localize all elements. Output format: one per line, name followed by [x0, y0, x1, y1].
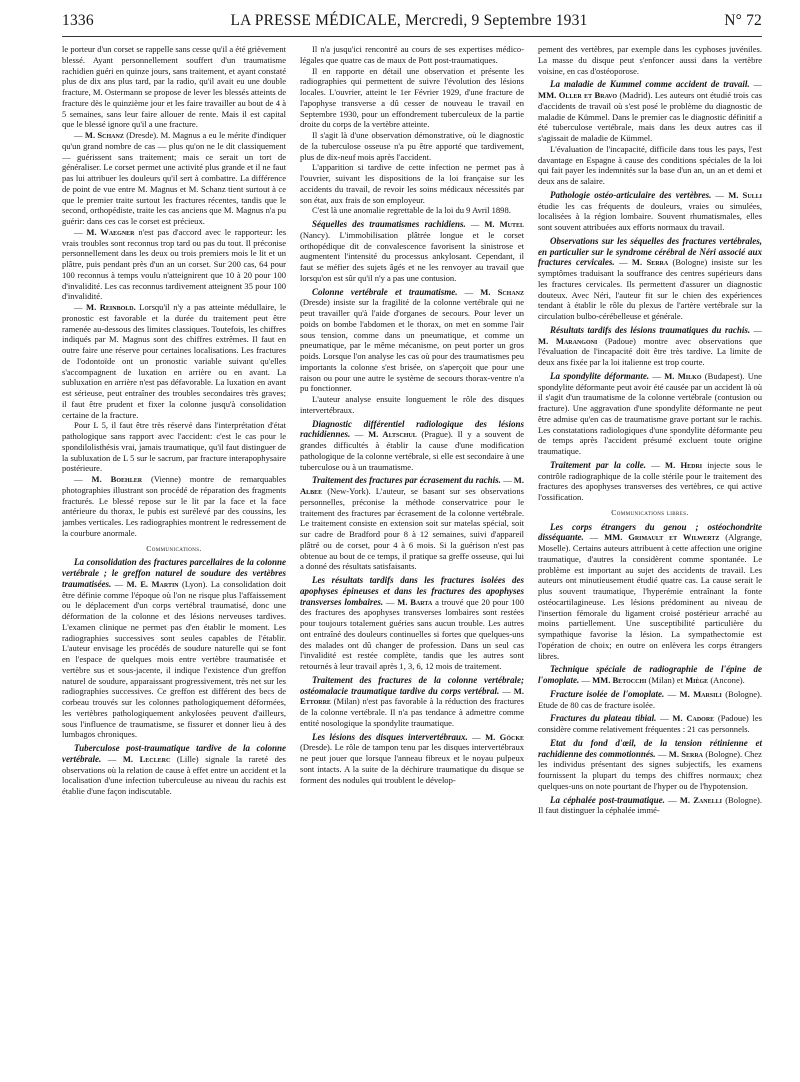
author: M. Ettorre — [300, 685, 524, 707]
author: M. Leclerc — [122, 753, 171, 764]
communication-entry: Colonne vertébrale et traumatisme. — M. Schanz (Dresde) insiste sur la fragilité de la colonne vertébrale qui ne peut travailler qu'à l'aide d'organes de secours. Pour lever un poids on bombe l'abdomen et le thorax, on met en somme l'air sous tension, comme dans un pneumatique, et comme un pneumatique, par le même mécanisme, on peut porter un gros poids. Lorsque l'on analyse les cas où pour des traumatismes peu importants la colonne s'est brisée, on s'aperçoit que pour une raison ou pour une autre le système de secours thorax-ventre n'a pu fonctionner. — [300, 286, 524, 394]
paragraph: L'évaluation de l'incapacité, difficile dans tous les pays, l'est davantage en Espagne à cause des conditions spéciales de la loi qui fait payer les indemnités sur la base d'un an, un an et demi et deux ans de salaire. — [538, 143, 762, 186]
paragraph: Il s'agit là d'une observation démonstrative, où le diagnostic de la tuberculose osseuse n'a pu être apporté que tardivement, plus de dix-neuf mois après l'accident. — [300, 130, 524, 162]
page-number: 1336 — [62, 12, 94, 29]
communication-text: (Lille) signale la rareté des observations où la relation de cause à effet entre un accident et la localisation d'une infection tuberculeuse au niveau du rachis est établie d'une façon indiscutable. — [62, 753, 286, 796]
communication-text: (Budapest). Une spondylite déformante peut avoir été causée par un accident là où il s'agit d'un traumatisme de la colonne vertébrale (contusion ou fracture). Une aggravation d'une spondylite déformante ne peut être admise qu'en cas de traumatisme grave portant sur le rachis. Les constatations radiologiques d'une spondylite déformante peu de temps après l'accident présumé excluent toute origine traumatique. — [538, 370, 762, 456]
communication-text: étudie les cas fréquents de douleurs, vraies ou simulées, localisées à la région lombaire. Souvent rhumatismales, elles sont souvent attribuées aux efforts normaux du travail. — [538, 200, 762, 232]
paragraph-text: n'est pas d'accord avec le rapporteur: les vrais troubles sont reconnus trop tard ou pas du tout. Il préconise personnellement dans les deux ou trois premiers mois le lit et un plâtre, puis pendant près d'un an un corset. Sur 200 cas, 64 pour 100 reconnus à temps voulu n'atteignirent que 10 à 20 pour 100 d'invalidité. Les cas reconnus tardivement atteignent 35 pour 100 d'invalidité. — [62, 226, 286, 302]
speaker: M. Waegner — [86, 226, 135, 237]
communication-title: La spondylite déformante. — [550, 370, 650, 381]
communication-title: Observations sur les séquelles des fractures vertébrales, en particulier sur le syndrome cérébral de Néri associé aux fractures cervicales. — [538, 235, 762, 268]
communication-title: Traitement des fractures de la colonne vertébrale; ostéomalacie traumatique tardive du corps vertébral. — [300, 674, 524, 696]
communication-text: (Dresde) insiste sur la fragilité de la colonne vertébrale qui ne peut travailler qu'à l'aide d'organes de secours. Pour lever un poids on bombe l'abdomen et le thorax, on met en somme l'air sous tension, comme dans un pneumatique, et comme un pneumatique, par le même mécanisme, on peut porter un gros poids. Lorsque l'on analyse les cas où pour des traumatismes peu importants la colonne s'est brisée, on s'aperçoit que pour une raison ou pour une autre le système de secours thorax-ventre n'a pu fonctionner. — [300, 297, 524, 394]
communication-entry: Traitement des fractures par écrasement du rachis. — M. Albee (New-York). L'auteur, se basant sur ses observations personnelles, préconise la méthode conservatrice pour le traitement des fractures par écrasement de la colonne vertébrale. Le traitement consiste en extension soit sur matelas spécial, soit sur cadre de Bradford pour 8 à 12 semaines, suivi d'appareil plâtré ou de corset, pour 4 à 6 mois. Si la guérison n'est pas obtenue au bout de ce temps, il pratique sa greffe osseuse, qui lui a donné des résultats satisfaisants. — [300, 475, 524, 572]
paragraph: — M. Reinbold. Lorsqu'il n'y a pas atteinte médullaire, le pronostic est favorable et la durée du traitement peut être ramenée au-dessous des limites classiques. Toutefois, les chiffres indiqués par M. Magnus sont des chiffres extrêmes. Il faut en outre faire une réserve pour certaines localisations. Les fractures de l'odontoïde ont un pronostic variable suivant qu'elles s'accompagnent de luxation en arrière ou en avant. La subluxation en arrière n'est pas défavorable. La luxation en avant est sérieuse, peut entraîner des troubles secondaires très graves; il faut être prudent et fixer la colonne jusqu'à consolidation certaine de la fracture. — [62, 302, 286, 420]
communication-entry: Fracture isolée de l'omoplate. — M. Marsili (Bologne). Etude de 80 cas de fracture isolée. — [538, 688, 762, 710]
page-header — [62, 8, 762, 34]
communication-entry: Séquelles des traumatismes rachidiens. — M. Mutel (Nancy). L'immobilisation plâtrée longue et le corset orthopédique dit de convalescence favorisent la sinistrose et augmentent l'intensité du processus ankylosant. Cependant, il faut se méfier des sujets âgés et ne les renvoyer au travail que lorsqu'on est sûr qu'il n'y a pas une contusion. — [300, 219, 524, 283]
speaker: M. Schanz — [84, 130, 124, 140]
author: M. Marsili — [679, 688, 722, 699]
communication-text: (Algrange, Moselle). Certains auteurs attribuent à cette affection une origine traumatique, d'autres la considèrent comme spontanée. Le problème est important au sujet des accidents de travail. Les auteurs ont minutieusement étudié quatre cas. La cause serait le plus souvent traumatique, l'hyperémie entraînant la fonte ostéocartilagineuse. Les lésions prédominent au niveau de l'insertion fémorale du ligament croisé postérieur arraché au moins partiellement. Une susceptibilité particulière du sympathique favorise la lésion. La sympathectomie est l'opération de choix; en outre on enlèvera les corps étrangers libres. — [538, 532, 762, 661]
author: M. Serra — [668, 748, 704, 759]
communication-title: Fracture isolée de l'omoplate. — [550, 688, 665, 699]
paragraph: Il en rapporte en détail une observation et présente les radiographies qui permettent de suivre l'évolution des lésions locales. L'ouvrier, atteint le 1er Février 1929, d'une fracture de l'apophyse transverse a dû cesser de nouveau le travail en Septembre 1930, pour un effondrement tuberculeux de la partie droite du corps de la vertèbre atteinte. — [300, 65, 524, 130]
communication-entry: Les lésions des disques intervertébraux. — M. Göcke (Dresde). Le rôle de tampon tenu par les disques intervertébraux ne peut jouer que lorsque l'anneau fibreux et le noyau pulpeux sont intacts. A la suite de la déchirure traumatique du disque se forment des nodules qui troublent le dévelop- — [300, 731, 524, 785]
communication-title: Etat du fond d'œil, de la tension rétinienne et rachidienne des commotionnés. — [538, 737, 762, 759]
communication-title: Les lésions des disques intervertébraux. — [312, 731, 468, 742]
author: Miège — [685, 675, 709, 685]
communication-text: (Bologne) insiste sur les symptômes traduisant la souffrance des centres supérieurs dans les fractures cervicales. Ils permettent d'assurer un diagnostic douteux. Avec Néri, l'auteur fit sur le chien des expériences tendant à établir le rôle du plexus de l'artère vertébrale sur la circulation bulbo-cérébelleuse et générale. — [538, 257, 762, 321]
communication-text: (Dresde). Le rôle de tampon tenu par les disques intervertébraux ne peut jouer que lorsque l'anneau fibreux et le noyau pulpeux sont intacts. A la suite de la déchirure traumatique du disque se forment des nodules qui troublent le dévelop- — [300, 742, 524, 785]
author: M. Sulli — [728, 189, 762, 200]
communication-text: (Padoue) les considère comme relativement fréquentes : 21 cas personnels. — [538, 713, 762, 734]
communication-text: (Prague). Il y a souvent de grandes difficultés à établir la cause d'une modification pathologique de la colonne vertébrale, si elle est secondaire à une tuberculose ou à un traumatisme. — [300, 429, 524, 472]
author: M. Göcke — [485, 731, 524, 742]
communication-text: (Nancy). L'immobilisation plâtrée longue et le corset orthopédique dit de convalescence favorisent la sinistrose et augmentent l'intensité du processus ankylosant. Cependant, il faut se méfier des sujets âgés et ne les renvoyer au travail que lorsqu'on est sûr qu'il n'y a pas une contusion. — [300, 229, 524, 283]
communication-title: Pathologie ostéo-articulaire des vertèbres. — [550, 189, 712, 200]
communication-title: Les résultats tardifs dans les fractures isolées des apophyses épineuses et dans les fractures des apophyses transverses lombaires. — [300, 575, 524, 607]
communication-text: (New-York). L'auteur, se basant sur ses observations personnelles, préconise la méthode conservatrice pour le traitement des fractures par écrasement de la colonne vertébrale. Le traitement consiste en extension soit sur matelas spécial, soit sur cadre de Bradford pour 8 à 12 semaines, suivi d'appareil plâtré ou de corset, pour 4 à 6 mois. Si la guérison n'est pas obtenue au bout de ce temps, il pratique sa greffe osseuse, qui lui a donné des résultats satisfaisants. — [300, 486, 524, 572]
paragraph-text: Lorsqu'il n'y a pas atteinte médullaire, le pronostic est favorable et la durée du traitement peut être ramenée au-dessous des limites classiques. Toutefois, les chiffres indiqués par M. Magnus sont des chiffres extrêmes. Il faut en outre faire une réserve pour certaines localisations. Les fractures de l'odontoïde ont un pronostic variable suivant qu'elles s'accompagnent de luxation en arrière ou en avant. La subluxation en arrière n'est pas défavorable. La luxation en avant est sérieuse, peut entraîner des troubles secondaires très graves; il faut être prudent et fixer la colonne jusqu'à consolidation certaine de la fracture. — [62, 302, 286, 420]
communication-text: (Bologne). Chez les individus présentant des signes subjectifs, les examens fournissent la plupart du temps des chiffres normaux; chez quelques-uns on note pourtant de l'hyper ou de l'hypotension. — [538, 748, 762, 791]
paragraph-text: (Vienne) montre de remarquables photographies illustrant son procédé de réparation des fragments fracturés. Le blessé repose sur le lit par la face et la face antérieure du thorax, le pubis est surélevé par des coussins, les jambes verticales. Les radiographies montrent le redressement de la courbure anormale. — [62, 474, 286, 538]
paragraph-text: (Dresde). M. Magnus a eu le mérite d'indiquer qu'un grand nombre de cas — plus qu'on ne le dit classiquement — guérissent sans traitement; mais ce serait un tort de généraliser. Le corset permet une activité plus grande et il ne faut pas lui attribuer les douleurs qu'il sert à combattre. La différence de point de vue entre M. Magnus et M. Schanz tient surtout à ce que le premier traite surtout les fractures récentes, tandis que le second, orthopédiste, traite les cas anciens que M. Magnus n'a pu guérir: dans ces cas le corset est précieux. — [62, 130, 286, 226]
communication-title: Résultats tardifs des lésions traumatiques du rachis. — [550, 324, 751, 335]
paragraph: L'apparition si tardive de cette infection ne permet pas à l'ouvrier, suivant les dispositions de la loi française sur les accidents du travail, de revoir les soins médicaux nécessités par son état, aux frais de son employeur. — [300, 162, 524, 205]
author: M. Mutel — [484, 219, 524, 229]
column-1 — [62, 44, 286, 1076]
paragraph: L'auteur analyse ensuite longuement le rôle des disques intervertébraux. — [300, 394, 524, 415]
communication-text: (Bologne). Etude de 80 cas de fracture isolée. — [538, 688, 762, 710]
author: M. E. Martin — [126, 578, 179, 589]
communication-text: (Milan) n'est pas favorable à la réduction des fractures de la colonne vertébrale. Il n'a pas tendance à admettre comme entité nosologique la spondylite traumatique. — [300, 696, 524, 728]
author: M. Cadore — [672, 713, 715, 724]
communication-title: Technique spéciale de radiographie de l'épine de l'omoplate. — [538, 664, 762, 685]
paragraph: Il n'a jusqu'ici rencontré au cours de ses expertises médico-légales que quatre cas de maux de Pott post-traumatiques. — [300, 44, 524, 65]
section-heading: Communications libres. — [611, 507, 689, 517]
communication-entry: La spondylite déformante. — M. Milko (Budapest). Une spondylite déformante peut avoir été causée par un accident là où il s'agit d'un traumatisme de la colonne vertébrale (contusion ou fracture). Une aggravation d'une spondylite déformante ne peut être admise qu'en cas de traumatisme grave portant sur le rachis. Les constatations radiologiques d'une spondylite déformante peu de temps après l'accident présumé excluent toute origine traumatique. — [538, 370, 762, 456]
communication-entry: Traitement par la colle. — M. Hedri injecte sous le contrôle radiographique de la colle stérile pour le traitement des fractures des apophyses transverses des vertèbres, ce qui active l'ossification. — [538, 459, 762, 502]
communication-title: Colonne vertébrale et traumatisme. — [312, 286, 458, 297]
communication-text: (Padoue) montre avec observations que l'évaluation de l'incapacité doit être très tardive. La limite de deux ans fixée par la loi italienne est trop courte. — [538, 335, 762, 367]
author: MM. Grimault et Wilwertz — [604, 532, 720, 543]
paragraph: — M. Boehler (Vienne) montre de remarquables photographies illustrant son procédé de réparation des fragments fracturés. Le blessé repose sur le lit par la face et la face antérieure du thorax, le pubis est surélevé par des coussins, les jambes verticales. Les radiographies montrent le redressement de la courbure anormale. — [62, 474, 286, 538]
communication-entry: Traitement des fractures de la colonne vertébrale; ostéomalacie traumatique tardive du corps vertébral. — M. Ettorre (Milan) n'est pas favorable à la réduction des fractures de la colonne vertébrale. Il n'a pas tendance à admettre comme entité nosologique la spondylite traumatique. — [300, 674, 524, 728]
author: M. Altschul — [368, 429, 417, 440]
header-rule — [62, 36, 762, 37]
author: M. Schanz — [480, 286, 524, 297]
journal-title: LA PRESSE MÉDICALE, Mercredi, 9 Septembre 1931 — [230, 12, 588, 29]
communication-entry: Etat du fond d'œil, de la tension rétinienne et rachidienne des commotionnés. — M. Serra (Bologne). Chez les individus présentant des signes subjectifs, les examens fournissent la plupart du temps des chiffres normaux; chez quelques-uns on note pourtant de l'hyper ou de l'hypotension. — [538, 737, 762, 791]
communication-entry: Les résultats tardifs dans les fractures isolées des apophyses épineuses et dans les fractures des apophyses transverses lombaires. — M. Barta a trouvé que 20 pour 100 des fractures des apophyses transverses lombaires sont restées pour toujours totalement guéries sans aucun trouble. Les autres ont entraîné des douleurs continuelles si fortes que quelques-uns des malades ont dû changer de profession. Dans un seul cas l'invalidité est restée complète, tandis que les autres sont retournés à leur travail après 1, 3, 6, 12 mois de traitement. — [300, 575, 524, 671]
communication-entry: Pathologie ostéo-articulaire des vertèbres. — M. Sulli étudie les cas fréquents de douleurs, vraies ou simulées, localisées à la région lombaire. Souvent rhumatismales, elles sont souvent attribuées aux efforts normaux du travail. — [538, 189, 762, 232]
communication-text: injecte sous le contrôle radiographique de la colle stérile pour le traitement des fractures des apophyses transverses des vertèbres, ce qui active l'ossification. — [538, 459, 762, 502]
paragraph: le porteur d'un corset se rappelle sans cesse qu'il a été grièvement blessé. Ayant personnellement souffert d'un traumatisme rachidien guéri en quinze jours, sans traitement, et ayant constaté plus de dix ans plus tard, par la radio, qu'il avait eu une double fracture, M. Ostermann se propose de lever les blessés atteints de fracture dès le quinzième jour et les faire travailler au bout de 4 à 5 semaines, sans leur faire allouer de rente. Mais il est capital que le blessé ignore qu'il a une fracture. — [62, 44, 286, 130]
article-columns — [62, 44, 762, 1076]
author: M. Serra — [631, 257, 669, 268]
communication-entry: La céphalée post-traumatique. — M. Zanelli (Bologne). Il faut distinguer la céphalée immé- — [538, 794, 762, 816]
communication-text: (Ancone). — [708, 675, 745, 685]
paragraph: pement des vertèbres, par exemple dans les cyphoses juvéniles. La masse du disque peut s'enfoncer aussi dans la vertèbre voisine, en cas d'ostéoporose. — [538, 44, 762, 76]
paragraph: — M. Waegner n'est pas d'accord avec le rapporteur: les vrais troubles sont reconnus trop tard ou pas du tout. Il préconise personnellement dans les deux ou trois premiers mois le lit et un plâtre, puis pendant près d'un an un corset. Sur 200 cas, 64 pour 100 reconnus à temps voulu n'atteignirent que 10 à 20 pour 100 d'invalidité. Les cas reconnus tardivement atteignent 35 pour 100 d'invalidité. — [62, 226, 286, 302]
column-2 — [300, 44, 524, 1076]
author: M. Barta — [397, 596, 433, 607]
communication-text: (Bologne). Il faut distinguer la céphalée immé- — [538, 794, 762, 816]
author: MM. Betocchi — [592, 675, 647, 685]
paragraph: Pour L 5, il faut être très réservé dans l'interprétation d'état pathologique sans rapport avec l'accident: c'est le cas pour le spondilolisthésis vrai, jamais traumatique, qu'il faut distinguer de la subluxation de L 5 sur le sacrum, par fracture interapophysaire postérieure. — [62, 420, 286, 474]
communication-entry: La consolidation des fractures parcellaires de la colonne vertébrale ; le greffon naturel de soudure des vertèbres traumatisées. — M. E. Martin (Lyon). La consolidation doit être définie comme l'époque où l'on ne risque plus l'affaissement ou le déplacement d'un corps vertébral traumatisé, donc une déformation de la colonne et des lésions nerveuses tardives. L'examen clinique ne permet pas d'en établir le moment. Les radiographies successives sont seules capables de l'établir. L'auteur envisage les procédés de soudure naturelle qui se font en l'espace de quelques mois entre vertèbre traumatisée et vertèbre sus et sous-jacente, il indique l'existence d'un greffon naturel de soudure, apparaissant progressivement, très net sur les radiographies successives. Ce greffon est différent des becs de corbeau trouvés sur les colonnes pathologiquement déformées, les vertèbres pathologiquement ankylosées peuvent d'ailleurs, sous l'influence de traumatisme, se fissurer et donner lieu à des lumbagos chroniques. — [62, 557, 286, 740]
author: MM. Oller et Bravo — [538, 90, 618, 100]
author: M. Hedri — [665, 459, 703, 470]
author: M. Albee — [300, 475, 524, 496]
communication-title: Tuberculose post-traumatique tardive de la colonne vertébrale. — [62, 743, 286, 764]
communication-text: a trouvé que 20 pour 100 des fractures des apophyses transverses lombaires sont restées pour toujours totalement guéries sans aucun trouble. Les autres ont entraîné des douleurs continuelles si fortes que quelques-uns des malades ont dû changer de profession. Dans un seul cas l'invalidité est restée complète, tandis que les autres sont retournés à leur travail après 1, 3, 6, 12 mois de traitement. — [300, 596, 524, 671]
communication-entry: La maladie de Kummel comme accident de travail. — MM. Oller et Bravo (Madrid). Les auteurs ont étudié trois cas d'accidents de travail où s'est posé le problème du diagnostic de maladie de Kümmel. Dans le premier cas le diagnostic définitif a été tuberculose vertébrale, mais dans les deux autres cas il s'agissait de maladie de Kümmel. — [538, 79, 762, 143]
communication-title: Diagnostic différentiel radiologique des lésions rachidiennes. — [300, 418, 524, 440]
paragraph: — M. Schanz (Dresde). M. Magnus a eu le mérite d'indiquer qu'un grand nombre de cas — plus qu'on ne le dit classiquement — guérissent sans traitement; mais ce serait un tort de généraliser. Le corset permet une activité plus grande et il ne faut pas lui attribuer les douleurs qu'il sert à combattre. La différence de point de vue entre M. Magnus et M. Schanz tient surtout à ce que le premier traite surtout les fractures récentes, tandis que le second, orthopédiste, traite les cas anciens que M. Magnus n'a pu guérir: dans ces cas le corset est précieux. — [62, 130, 286, 226]
communication-title: Traitement des fractures par écrasement du rachis. — [312, 475, 501, 486]
communication-entry: Résultats tardifs des lésions traumatiques du rachis. — M. Marangoni (Padoue) montre avec observations que l'évaluation de l'incapacité doit être très tardive. La limite de deux ans fixée par la loi italienne est trop courte. — [538, 324, 762, 367]
communication-entry: Observations sur les séquelles des fractures vertébrales, en particulier sur le syndrome cérébral de Néri associé aux fractures cervicales. — M. Serra (Bologne) insiste sur les symptômes traduisant la souffrance des centres supérieurs dans les fractures cervicales. Ils permettent d'assurer un diagnostic douteux. Avec Néri, l'auteur fit sur le chien des expériences tendant à établir le rôle du plexus de l'artère vertébrale sur la circulation bulbo-cérébelleuse et générale. — [538, 235, 762, 321]
author: M. Milko — [664, 370, 702, 381]
author: M. Zanelli — [679, 794, 722, 805]
communication-title: Fractures du plateau tibial. — [550, 713, 657, 724]
communication-entry: Tuberculose post-traumatique tardive de la colonne vertébrale. — M. Leclerc (Lille) signale la rareté des observations où la relation de cause à effet entre un accident et la localisation d'une infection tuberculeuse au niveau du rachis est établie d'une façon indiscutable. — [62, 743, 286, 796]
communication-entry: Fractures du plateau tibial. — M. Cadore (Padoue) les considère comme relativement fréquentes : 21 cas personnels. — [538, 713, 762, 734]
communication-title: Séquelles des traumatismes rachidiens. — [312, 219, 466, 229]
issue-number: N° 72 — [724, 12, 762, 29]
speaker: M. Boehler — [91, 474, 143, 484]
communication-title: Traitement par la colle. — [550, 459, 646, 470]
author: M. Marangoni — [538, 335, 598, 346]
communication-text: (Lyon). La consolidation doit être définie comme l'époque où l'on ne risque plus l'affaissement ou le déplacement d'un corps vertébral traumatisé, donc une déformation de la colonne et des lésions nerveuses tardives. L'examen clinique ne permet pas d'en établir le moment. Les radiographies successives sont seules capables de l'établir. L'auteur envisage les procédés de soudure naturelle qui se font en l'espace de quelques mois entre vertèbre traumatisée et vertèbre sus et sous-jacente, il indique l'existence d'un greffon naturel de soudure, apparaissant progressivement, très net sur les radiographies successives. Ce greffon est différent des becs de corbeau trouvés sur les colonnes pathologiquement déformées, les vertèbres pathologiquement ankylosées peuvent d'ailleurs, sous l'influence de traumatisme, se fissurer et donner lieu à des lumbagos chroniques. — [62, 578, 286, 740]
section-heading: Communications. — [146, 543, 202, 553]
paragraph: C'est là une anomalie regrettable de la loi du 9 Avril 1898. — [312, 205, 511, 216]
communication-title: La céphalée post-traumatique. — [550, 794, 665, 805]
communication-title: La maladie de Kummel comme accident de travail. — [550, 79, 750, 90]
communication-text: (Milan) et — [646, 675, 686, 685]
communication-title: La consolidation des fractures parcellaires de la colonne vertébrale ; le greffon naturel de soudure des vertèbres traumatisées. — [62, 557, 286, 589]
communication-entry: Technique spéciale de radiographie de l'épine de l'omoplate. — MM. Betocchi (Milan) et Miège (Ancone). — [538, 664, 762, 685]
column-3 — [538, 44, 762, 1076]
communication-title: Les corps étrangers du genou ; ostéochondrite disséquante. — [538, 521, 762, 543]
communication-entry: Les corps étrangers du genou ; ostéochondrite disséquante. — MM. Grimault et Wilwertz (Algrange, Moselle). Certains auteurs attribuent à cette affection une origine traumatique, d'autres la considèrent comme spontanée. Le problème est important au sujet des accidents de travail. Les auteurs ont minutieusement étudié quatre cas. La cause serait le plus souvent traumatique, l'hyperémie entraînant la fonte ostéocartilagineuse. Les lésions prédominent au niveau de l'insertion fémorale du ligament croisé postérieur arraché au moins partiellement. Une susceptibilité particulière du sympathique favorise la lésion. La sympathectomie est l'opération de choix; en outre on enlèvera les corps étrangers libres. — [538, 521, 762, 661]
communication-text: (Madrid). Les auteurs ont étudié trois cas d'accidents de travail où s'est posé le problème du diagnostic de maladie de Kümmel. Dans le premier cas le diagnostic définitif a été tuberculose vertébrale, mais dans les deux autres cas il s'agissait de maladie de Kümmel. — [538, 90, 762, 143]
communication-entry: Diagnostic différentiel radiologique des lésions rachidiennes. — M. Altschul (Prague). Il y a souvent de grandes difficultés à établir la cause d'une modification pathologique de la colonne vertébrale, si elle est secondaire à une tuberculose ou à un traumatisme. — [300, 418, 524, 472]
speaker: M. Reinbold. — [86, 302, 136, 312]
